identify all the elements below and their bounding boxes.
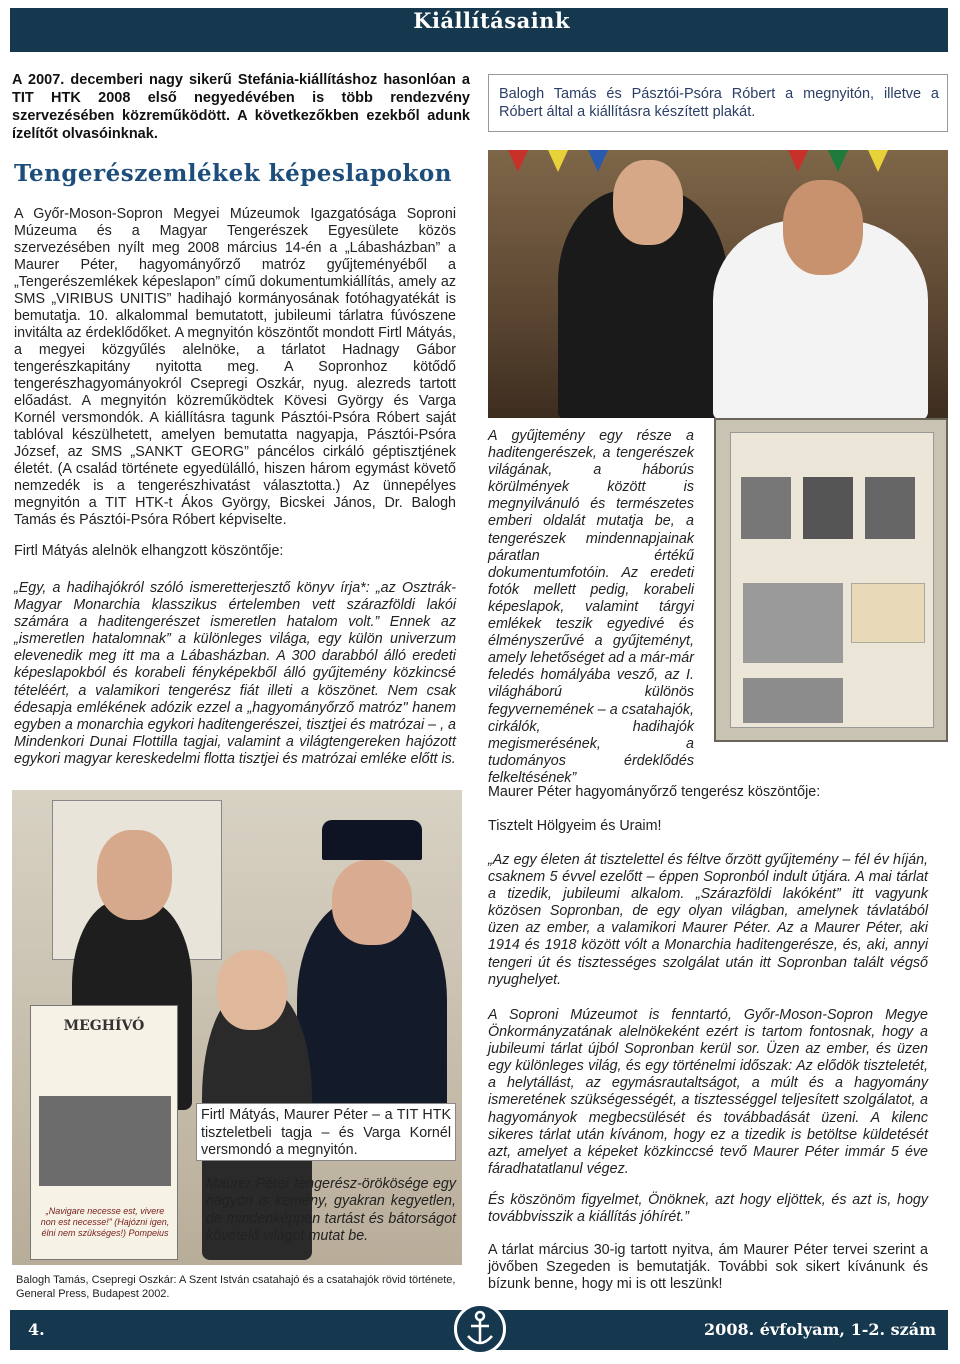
photo-display-board	[714, 418, 948, 742]
maurer-legacy-caption: Maurer Péter tengerész-örökösége egy nagyon is kemény, gyakran kegyetlen, de mindenképpen tartást és bátorságot követelő világot mutat be.	[206, 1176, 456, 1244]
face	[217, 950, 287, 1030]
maurer-intro: Maurer Péter hagyományőrző tengerész köszöntője:	[488, 784, 821, 800]
photo-caption-top: Balogh Tamás és Pásztói-Psóra Róbert a megnyitón, illetve a Róbert által a kiállításra készített plakát.	[488, 74, 948, 132]
photo-caption-bottom: Firtl Mátyás, Maurer Péter – a TIT HTK tiszteletbeli tagja – és Varga Kornél versmondó a megnyitón.	[196, 1103, 456, 1161]
section-title: Tengerészemlékek képeslapokon	[14, 160, 452, 187]
flag-pennant	[548, 150, 568, 172]
battleship-image	[39, 1096, 171, 1186]
face	[783, 180, 863, 275]
maurer-quote: „Az egy életen át tisztelettel és féltve őrzött gyűjtemény – fél év híján, csaknem 5 évvel ezelőtt – éppen Sopronból indult útjára. A mai tárlat a tizedik, jubileumi alkalom. „Szárazföldi lakóként” itt vagyunk közösen Sopronban, de egy olyan világban, amelynek távlatából üzen az ember, a valamikori Maurer Péter. Az a Maurer Péter, aki 1914 és 1918 között vólt a Monarchia haditengerésze, és, aki, annyi tengeri út és tisztességes szolgálat után itt Sopronban talált végső nyughelyet.	[488, 852, 928, 988]
ship-photo	[743, 678, 843, 723]
flag-pennant	[788, 150, 808, 172]
closing-paragraph: A tárlat március 30-ig tartott nyitva, ám Maurer Péter tervei szerint a jövőben Szegeden is bemutatják. További sok sikert kívánunk és bízunk benne, hogy mi is ott leszünk!	[488, 1242, 928, 1293]
anchor-icon	[457, 1306, 503, 1352]
face	[97, 830, 172, 920]
maurer-thanks: És köszönöm figyelmet, Önöknek, azt hogy eljöttek, és azt is, hogy továbbvisszik a kiállítás jóhírét.”	[488, 1192, 928, 1226]
face	[332, 860, 412, 945]
issue-label: 2008. évfolyam, 1-2. szám	[704, 1320, 936, 1339]
greeting: Tisztelt Hölgyeim és Uraim!	[488, 818, 662, 834]
toast-intro: Firtl Mátyás alelnök elhangzott köszöntője:	[14, 543, 284, 559]
portrait-photo	[865, 477, 915, 539]
invitation-quote: „Navigare necesse est, vivere non est necesse!” (Hajózni igen, élni nem szükséges!) Pompeius	[40, 1206, 170, 1238]
intro-paragraph: A 2007. decemberi nagy sikerű Stefánia-kiállításhoz hasonlóan a TIT HTK 2008 első negyedévében is több rendezvény szervezésében közreműködött. A következőkben ezekből adunk ízelítőt olvasóinknak.	[12, 72, 470, 142]
maurer-text-continued: A Soproni Múzeumot is fenntartó, Győr-Moson-Sopron Megye Önkormányzatának alelnökeként ezért is tartom fontosnak, hogy a jubileumi tárlat újból Sopronban kerül sor. Üzen az ember, és üzen egy különleges világ, és egy történelmi időszak: Az elődök tiszteletét, a helytállást, az egymásrautaltságot, a múlt és a hagyomány ismeretének szükségességét, a tisztességgel teljesített szolgálatot, a hagyományok megbecsülését és továbbadását üzeni. A kilenc sikeres tárlat után kívánom, hogy ez a tizedik is betöltse küldetését azt, amelyet a képeket közkinccsé tevő Maurer Péter immár 5 éve fáradhatatlanul végez.	[488, 1007, 928, 1177]
flag-pennant	[508, 150, 528, 172]
reference-footnote: Balogh Tamás, Csepregi Oszkár: A Szent István csatahajó és a csatahajók rövid története, General Press, Budapest 2002.	[16, 1274, 456, 1300]
sailor-cap	[322, 820, 422, 860]
photo-opening-men	[488, 150, 948, 418]
toast-quote: „Egy, a hadihajókról szóló ismeretterjesztő könyv írja*: „az Osztrák-Magyar Monarchia klasszikus értelemben vett szárazföldi lakói számára a haditengerészet ismeretlen hatalom volt.” Ennek az „ismeretlen hatalomnak” a különleges világa, egy külön univerzum elevenedik meg itt ma a Lábasházban. A 300 darabból álló eredeti képeslapokból és korabeli fényképekből álló gyűjtemény közkincsé tételéért, a valamikori tengerész fiát illeti a köszönet. Nem csak édesapja emlékének adózik ezzel a „hagyományőrző matróz" hanem egyben a monarchia egykori haditengerészei, tisztjei és matrózai – , a Mindenkori Dunai Flottilla tagjai, valamint a világtengereken hajózott egykori magyar kereskedelmi flotta tisztjei és matrózai emléke előtt is.	[14, 580, 456, 767]
ship-photo	[743, 583, 843, 663]
portrait-photo	[803, 477, 853, 539]
page-title: Kiállításaink	[413, 8, 570, 33]
flag-pennant	[828, 150, 848, 172]
anchor-logo-icon	[454, 1303, 506, 1355]
invitation-title: MEGHÍVÓ	[63, 1018, 145, 1034]
page-number: 4.	[28, 1320, 45, 1339]
collection-description: A gyűjtemény egy része a haditengerészek, a tengerészek világának, a háborús körülmények között is megnyilvánuló és természetes emberi oldalát mutatja be, a tengerészek mindennapjainak páratlan értékű dokumentumfotóin. Az eredeti fotók mellett pedig, korabeli képeslapok, valamint tárgyi emlékek teszik egyedivé és élményszerűvé a gyűjteményt, amely lehetőséget ad a már-már feledés homályába vesző, az I. világháború különös fegyvernemének – a csatahajók, cirkálók, hadihajók megismerésének, a tudományos érdeklődés felkeltésének”	[488, 428, 694, 786]
portrait-photo	[741, 477, 791, 539]
invitation-poster	[30, 1005, 178, 1260]
board-panel	[730, 432, 934, 728]
flag-pennant	[868, 150, 888, 172]
main-article-text: A Győr-Moson-Sopron Megyei Múzeumok Igazgatósága Soproni Múzeuma és a Magyar Tengerészek Egyesülete közös szervezésében nyílt meg 2008 március 14-én a „Lábasházban” a Maurer Péter, hagyományőrző matróz gyűjteményéből a „Tengerészemlékek képeslapon” című dokumentumkiállítás, amely az SMS „VIRIBUS UNITIS” hadihajó kormányosának fotóhagyatékát is bemutatja. 10. alkalommal bemutatott, jubileumi tárlatra fúvószene invitálta az érdeklődőket. A megnyitón köszöntőt mondott Firtl Mátyás, a megyei közgyűlés alelnöke, a tárlatot Hadnagy Gábor tengerészkapitány nyitotta meg. A Sopronhoz kötődő tengerészhagyományokról Csepregi Oszkár, nyug. alezreds tartott előadást. A megnyitón közreműködtek Kövesi György és Varga Kornél versmondók. A kiállításra tagunk Pásztói-Psóra Róbert saját tablóval készülhetett, amelyen bemutatta nagyapja, Pásztói-Psóra József, az SMS „SANKT GEORG” páncélos cirkáló géptisztjének életét. (A család története egyedülálló, hiszen három egymást követő nemzedék is a tengerészhivatást választotta.) Az ünnepélyes megnyitón a TIT HTK-t Ákos György, Bicskei János, Dr. Balogh Tamás és Pásztói-Psóra Róbert képviselte.	[14, 206, 456, 528]
flag-pennant	[588, 150, 608, 172]
face	[613, 160, 683, 245]
document-photo	[851, 583, 925, 643]
